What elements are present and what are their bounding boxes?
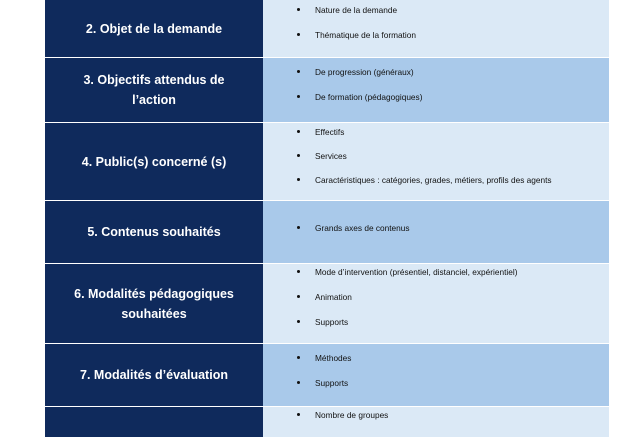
bullet-icon	[297, 130, 300, 133]
bullet-icon	[297, 381, 300, 384]
table-row	[45, 344, 609, 407]
list-item: Effectifs	[315, 127, 344, 137]
list-item: Mode d’intervention (présentiel, distanciel, expérientiel)	[315, 267, 517, 277]
list-item: Méthodes	[315, 353, 351, 363]
row-items	[263, 0, 609, 57]
bullet-icon	[297, 154, 300, 157]
row-items	[263, 264, 609, 343]
table-row	[45, 58, 609, 123]
list-item: De progression (généraux)	[315, 67, 414, 77]
row-items	[263, 407, 609, 437]
table-row	[45, 201, 609, 264]
list-item: Supports	[315, 317, 348, 327]
bullet-icon	[297, 226, 300, 229]
list-item: Thématique de la formation	[315, 30, 416, 40]
list-item: Grands axes de contenus	[315, 223, 410, 233]
requirements-table	[45, 0, 609, 437]
row-title: 4. Public(s) concerné (s)	[45, 123, 263, 200]
bullet-icon	[297, 70, 300, 73]
bullet-icon	[297, 178, 300, 181]
bullet-icon	[297, 270, 300, 273]
list-item: Services	[315, 151, 347, 161]
row-title: 6. Modalités pédagogiques souhaitées	[45, 264, 263, 343]
row-items	[263, 344, 609, 406]
list-item: Nature de la demande	[315, 5, 397, 15]
row-title: 5. Contenus souhaités	[45, 201, 263, 263]
table-row	[45, 264, 609, 344]
row-items	[263, 201, 609, 263]
list-item: Nombre de groupes	[315, 410, 388, 420]
list-item: Caractéristiques : catégories, grades, métiers, profils des agents	[315, 175, 552, 185]
row-items	[263, 123, 609, 200]
bullet-icon	[297, 95, 300, 98]
table-row	[45, 123, 609, 201]
list-item: Supports	[315, 378, 348, 388]
row-title: 2. Objet de la demande	[45, 0, 263, 57]
row-title: 7. Modalités d’évaluation	[45, 344, 263, 406]
list-item: Animation	[315, 292, 352, 302]
bullet-icon	[297, 320, 300, 323]
bullet-icon	[297, 356, 300, 359]
table-row	[45, 0, 609, 58]
bullet-icon	[297, 8, 300, 11]
bullet-icon	[297, 295, 300, 298]
row-items	[263, 58, 609, 122]
table-row	[45, 407, 609, 437]
row-title: 3. Objectifs attendus de l’action	[45, 58, 263, 122]
list-item: De formation (pédagogiques)	[315, 92, 422, 102]
bullet-icon	[297, 33, 300, 36]
bullet-icon	[297, 413, 300, 416]
row-title	[45, 407, 263, 437]
